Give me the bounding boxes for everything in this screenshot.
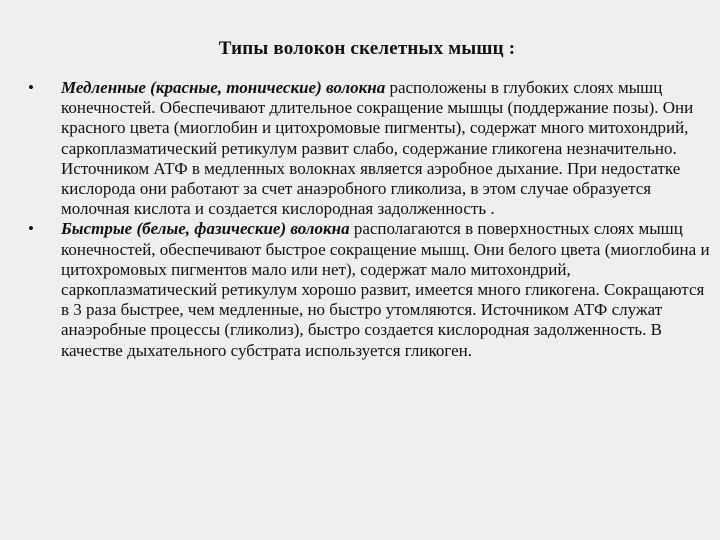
bullet-text: расположены в глубоких слоях мышц конечностей. Обеспечивают длительное сокращение мышцы (поддержание позы). Они красного цвета (миоглобин и цитохромовые пигменты), содержат много митохондрий, саркоплазматический ретикулум развит слабо, содержание гликогена незначительно. Источником АТФ в медленных волокнах является аэробное дыхание. При недостатке кислорода они работают за счет анаэробного гликолиза, в этом случае образуется молочная кислота и создается кислородная задолженность . bbox=[61, 78, 694, 219]
bullet-marker: • bbox=[28, 219, 34, 239]
slide-title: Типы волокон скелетных мышц : bbox=[218, 38, 516, 59]
bullet-item-fast-fibers bbox=[28, 219, 712, 360]
bullet-term: Медленные (красные, тонические) волокна bbox=[61, 78, 386, 97]
bullet-term: Быстрые (белые, фазические) волокна bbox=[61, 219, 350, 239]
bullet-text: располагаются в поверхностных слоях мышц конечностей, обеспечивают быстрое сокращение мышц. Они белого цвета (миоглобина и цитохромовых пигментов мало или нет), содержат мало митохондрий, саркоплазматический ретикулум хорошо развит, имеется много гликогена. Сокращаются в 3 раза быстрее, чем медленные, но быстро утомляются. Источником АТФ служат анаэробные процессы (гликолиз), быстро создается кислородная задолженность. В качестве дыхательного субстрата используется гликоген. bbox=[61, 219, 710, 360]
bullet-marker: • bbox=[28, 78, 34, 97]
bullet-list bbox=[28, 78, 712, 361]
bullet-item-slow-fibers bbox=[28, 78, 712, 219]
